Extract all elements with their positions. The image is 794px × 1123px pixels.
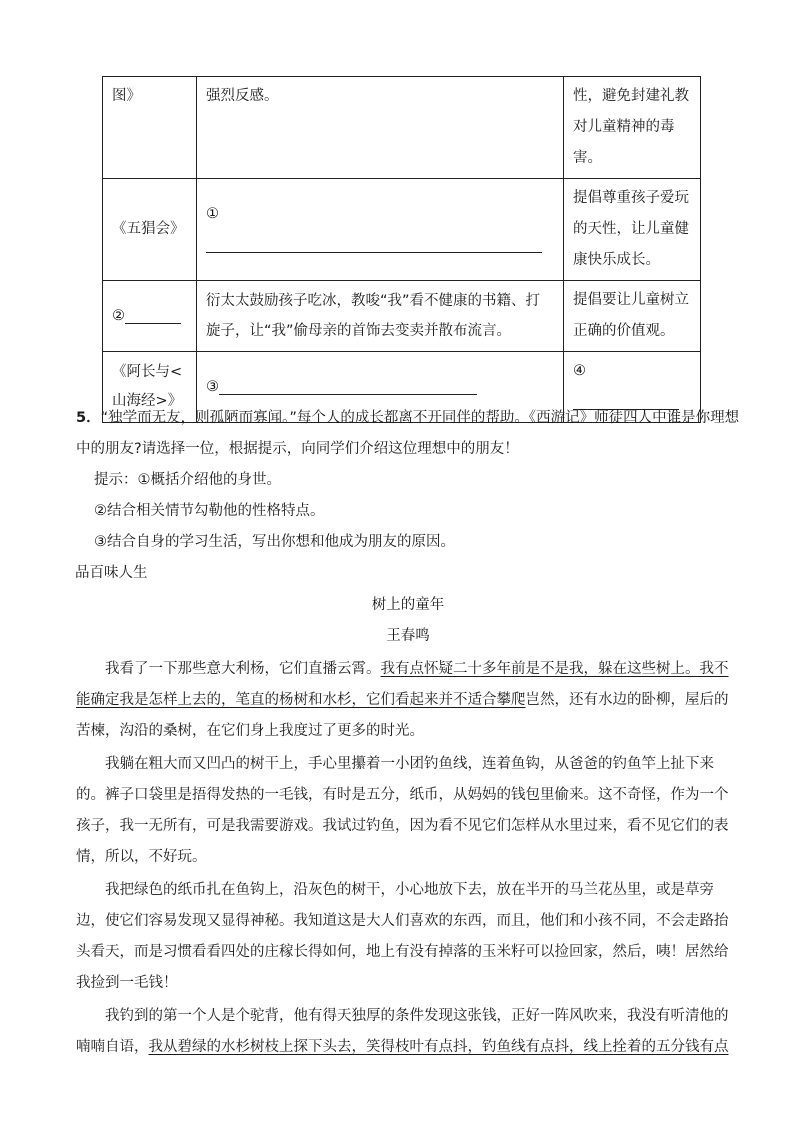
question-number: 5． — [76, 410, 101, 426]
question-5-prompt — [76, 403, 740, 465]
article-paragraph-1 — [76, 654, 740, 747]
table-cell-work: 《阿长与<山海经>》 — [103, 352, 197, 423]
table-cell-meaning: 提倡尊重孩子爱玩的天性，让儿童健康快乐成长。 — [564, 179, 701, 281]
paragraph-text: 我钓到的第一个人是个驼背，他有得天独厚的条件发现这张钱，正好一阵风吹来，我没有听清他的喃喃自语， — [76, 1008, 729, 1055]
blank-label-1: ① — [206, 205, 219, 222]
question-text: “独学而无友，则孤陋而寡闻。”每个人的成长都离不开同伴的帮助。《西游记》师徒四人中谁是你理想中的朋友?请选择一位，根据提示，向同学们介绍这位理想中的朋友！ — [76, 410, 740, 457]
section-title: 品百味人生 — [75, 565, 148, 581]
table-cell-work: 图》 — [103, 77, 197, 179]
question-5 — [76, 403, 740, 589]
hint-3: ③结合自身的学习生活，写出你想和他成为朋友的原因。 — [94, 534, 455, 550]
underlined-sentence: 我有点怀疑二十多年前是不是我，躲在这些树上。我不能确定我是怎样上去的，笔直的杨树和水杉，它们看起来并不适合攀爬 — [76, 661, 729, 708]
table-cell-meaning: 性，避免封建礼教对儿童精神的毒害。 — [564, 77, 701, 179]
article-paragraph-2: 我躺在粗大而又凹凸的树干上，手心里攥着一小团钓鱼线，连着鱼钩，从爸爸的钓鱼竿上扯下来的。裤子口袋里是捂得发热的一毛钱，有时是五分，纸币，从妈妈的钱包里偷来。这不奇怪，作为一个孩子，我一无所有，可是我需要游戏。我试过钓鱼，因为看不见它们怎样从水里过来，看不见它们的表情，所以，不好玩。 — [76, 756, 729, 865]
answer-blank-3[interactable] — [219, 375, 477, 395]
blank-label-4: ④ — [573, 363, 586, 379]
table-cell-meaning: 提倡要让儿童树立正确的价值观。 — [564, 281, 701, 352]
hint-1: 提示：①概括介绍他的身世。 — [94, 472, 281, 488]
article-author: 王春鸣 — [386, 628, 430, 644]
answer-blank-1[interactable] — [206, 233, 542, 253]
answer-blank-2[interactable] — [125, 304, 181, 324]
article-title: 树上的童年 — [371, 597, 445, 613]
table-row — [103, 281, 701, 352]
paragraph-text: 我看了一下那些意大利杨，它们直播云霄。 — [105, 661, 381, 677]
table-row — [103, 77, 701, 179]
table-cell-work — [103, 281, 197, 352]
table-cell-work: 《五猖会》 — [103, 179, 197, 281]
article-paragraph-4 — [76, 1001, 740, 1063]
blank-label-3: ③ — [206, 378, 219, 395]
comparison-table — [102, 76, 701, 423]
table-cell-content: 强烈反感。 — [197, 77, 564, 179]
blank-label-2: ② — [112, 307, 125, 324]
table-cell-content — [197, 179, 564, 281]
table-row — [103, 179, 701, 281]
underlined-sentence: 我从碧绿的水杉树枝上探下头去，笑得枝叶有点抖，钓鱼线有点抖，线上拴着的五分钱有点 — [148, 1039, 729, 1055]
hint-2: ②结合相关情节勾勒他的性格特点。 — [94, 503, 325, 519]
article — [76, 590, 740, 1063]
paragraph-text: 岂然，还有水边的卧柳，屋后的苦楝，沟沿的桑树，在它们身上我度过了更多的时光。 — [76, 692, 729, 739]
article-paragraph-3: 我把绿色的纸币扎在鱼钩上，沿灰色的树干，小心地放下去，放在半开的马兰花丛里，或是草旁边，使它们容易发现又显得神秘。我知道这是大人们喜欢的东西，而且，他们和小孩不同，不会走路抬头看天，而是习惯看看四处的庄稼长得如何，地上有没有掉落的玉米籽可以捡回家，然后，咦！居然给我捡到一毛钱！ — [76, 882, 729, 991]
table-cell-content: 衍太太鼓励孩子吃冰，教唆“我”看不健康的书籍、打旋子，让“我”偷母亲的首饰去变卖并散布流言。 — [197, 281, 564, 352]
